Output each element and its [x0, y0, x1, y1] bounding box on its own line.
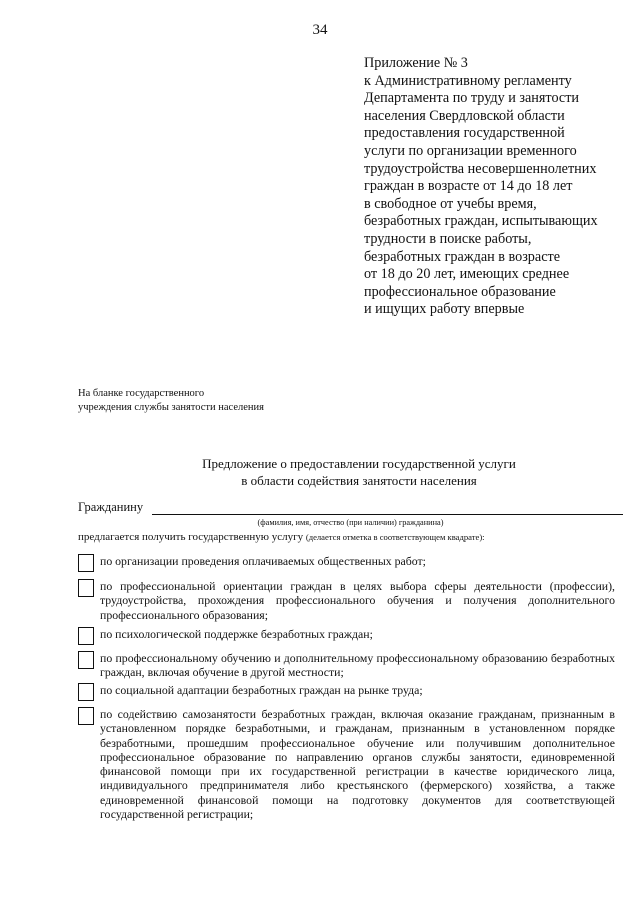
service-option	[78, 579, 615, 622]
appendix-line: предоставления государственной	[364, 125, 565, 142]
option-checkbox[interactable]	[78, 579, 94, 597]
document-title-line: в области содействия занятости населения	[241, 473, 477, 488]
letterhead-note-line: учреждения службы занятости населения	[78, 402, 264, 413]
service-option	[78, 554, 615, 568]
option-checkbox[interactable]	[78, 627, 94, 645]
document-title-line: Предложение о предоставлении государственной услуги	[202, 456, 516, 471]
intro-main: предлагается получить государственную услугу	[78, 531, 304, 543]
option-text: по содействию самозанятости безработных граждан, включая оказание гражданам, признанным в установленном порядке безработными, и гражданам, признанным в установленном порядке безработными, прошедшим профессиональное обучение или получившим дополнительное профессиональное образование по направлению органов службы занятости, единовременной финансовой помощи при их государственной регистрации в качестве юридического лица, индивидуального предпринимателя либо крестьянского (фермерского) хозяйства, а также единовременной финансовой помощи на подготовку документов для соответствующей государственной регистрации;	[100, 707, 615, 822]
option-checkbox[interactable]	[78, 554, 94, 572]
option-text: по социальной адаптации безработных граждан на рынке труда;	[100, 683, 423, 697]
appendix-line: безработных граждан в возрасте	[364, 248, 560, 265]
appendix-line: Приложение № 3	[364, 55, 468, 71]
appendix-line: к Административному регламенту	[364, 72, 572, 89]
appendix-line: безработных граждан, испытывающих	[364, 213, 598, 230]
service-option	[78, 707, 615, 821]
letterhead-note-line: На бланке государственного	[78, 388, 205, 399]
option-text: по организации проведения оплачиваемых общественных работ;	[100, 554, 426, 568]
option-text: по психологической поддержке безработных граждан;	[100, 627, 373, 641]
appendix-line: услуги по организации временного	[364, 142, 577, 159]
appendix-header	[364, 55, 634, 319]
citizen-caption: (фамилия, имя, отчество (при наличии) гражданина)	[257, 518, 444, 527]
appendix-line: трудоустройства несовершеннолетних	[364, 160, 597, 177]
page-number: 34	[312, 22, 328, 38]
option-checkbox[interactable]	[78, 651, 94, 669]
service-option	[78, 651, 615, 680]
intro-note: (делается отметка в соответствующем квадрате):	[305, 532, 485, 542]
appendix-line: в свободное от учебы время,	[364, 195, 537, 212]
citizen-name-field[interactable]	[152, 514, 623, 515]
option-checkbox[interactable]	[78, 683, 94, 701]
appendix-line: и ищущих работу впервые	[364, 301, 525, 318]
appendix-line: населения Свердловской области	[364, 107, 565, 124]
appendix-line: граждан в возрасте от 14 до 18 лет	[364, 178, 573, 195]
option-text: по профессиональному обучению и дополнительному профессиональному образованию безработных граждан, включая обучение в другой местности;	[100, 651, 615, 680]
letterhead-note	[78, 387, 264, 415]
service-option	[78, 627, 615, 641]
appendix-line: Департамента по труду и занятости	[364, 90, 579, 107]
appendix-line: трудности в поиске работы,	[364, 230, 532, 247]
appendix-line: от 18 до 20 лет, имеющих среднее	[364, 266, 570, 283]
option-checkbox[interactable]	[78, 707, 94, 725]
appendix-line: профессиональное образование	[364, 283, 556, 300]
citizen-label: Гражданину	[78, 500, 144, 514]
option-text: по профессиональной ориентации граждан в целях выбора сферы деятельности (профессии), трудоустройства, прохождения профессионального обучения и получения дополнительного профессионального образования;	[100, 579, 615, 622]
intro-text	[78, 531, 485, 543]
service-option	[78, 683, 615, 697]
document-title	[78, 455, 640, 489]
citizen-row	[78, 500, 623, 520]
